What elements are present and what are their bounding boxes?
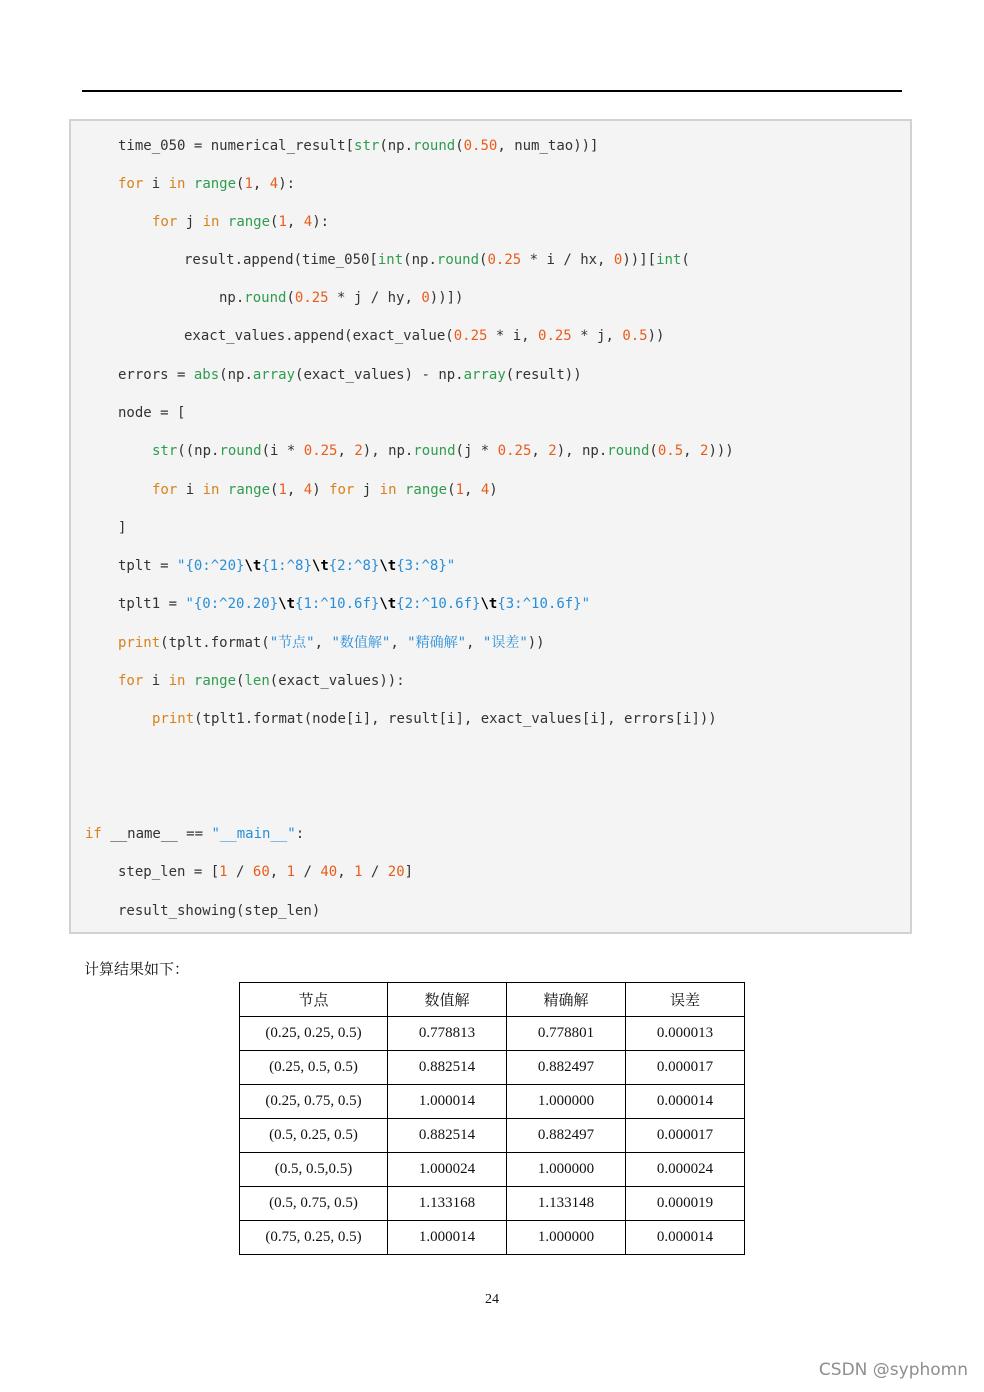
cell-node: (0.25, 0.75, 0.5) [240, 1085, 388, 1119]
table-row [240, 1153, 745, 1187]
code-line: errors = abs(np.array(exact_values) - np.array(result)) [118, 367, 582, 383]
table-caption: 计算结果如下： [84, 960, 190, 978]
cell-numerical: 1.000014 [388, 1085, 507, 1119]
table-row [240, 1051, 745, 1085]
cell-numerical: 1.133168 [388, 1187, 507, 1221]
cell-node: (0.25, 0.5, 0.5) [240, 1051, 388, 1085]
code-line: time_050 = numerical_result[str(np.round(0.50, num_tao))] [118, 138, 599, 154]
table-row [240, 1119, 745, 1153]
cell-node: (0.5, 0.75, 0.5) [240, 1187, 388, 1221]
header-rule [82, 90, 902, 92]
code-line: for j in range(1, 4): [152, 214, 330, 230]
code-line: for i in range(len(exact_values)): [118, 673, 405, 689]
cell-exact: 0.882497 [507, 1051, 626, 1085]
code-line: tplt1 = "{0:^20.20}\t{1:^10.6f}\t{2:^10.6f}\t{3:^10.6f}" [118, 596, 591, 612]
cell-node: (0.75, 0.25, 0.5) [240, 1221, 388, 1255]
code-line: if __name__ == "__main__": [85, 826, 305, 842]
header-error: 误差 [626, 983, 745, 1017]
cell-numerical: 1.000014 [388, 1221, 507, 1255]
cell-error: 0.000013 [626, 1017, 745, 1051]
cell-numerical: 0.882514 [388, 1051, 507, 1085]
cell-error: 0.000017 [626, 1119, 745, 1153]
cell-error: 0.000014 [626, 1085, 745, 1119]
cell-exact: 0.882497 [507, 1119, 626, 1153]
cell-numerical: 1.000024 [388, 1153, 507, 1187]
table-row [240, 1017, 745, 1051]
code-line: for i in range(1, 4): [118, 176, 296, 192]
cell-node: (0.5, 0.25, 0.5) [240, 1119, 388, 1153]
code-line: print(tplt.format("节点", "数值解", "精确解", "误差")) [118, 635, 545, 651]
code-line: print(tplt1.format(node[i], result[i], exact_values[i], errors[i])) [152, 711, 717, 727]
cell-error: 0.000017 [626, 1051, 745, 1085]
cell-exact: 1.000000 [507, 1221, 626, 1255]
table-row [240, 1221, 745, 1255]
code-line: ] [118, 520, 127, 536]
cell-exact: 0.778801 [507, 1017, 626, 1051]
code-line: result.append(time_050[int(np.round(0.25 * i / hx, 0))][int( [184, 252, 690, 268]
cell-node: (0.25, 0.25, 0.5) [240, 1017, 388, 1051]
code-line: np.round(0.25 * j / hy, 0))]) [219, 290, 464, 306]
header-node: 节点 [240, 983, 388, 1017]
results-table [239, 982, 745, 1255]
page-number: 24 [485, 1292, 499, 1307]
cell-numerical: 0.882514 [388, 1119, 507, 1153]
code-line: step_len = [1 / 60, 1 / 40, 1 / 20] [118, 864, 414, 880]
header-exact: 精确解 [507, 983, 626, 1017]
code-line: tplt = "{0:^20}\t{1:^8}\t{2:^8}\t{3:^8}" [118, 558, 456, 574]
code-line: result_showing(step_len) [118, 903, 321, 919]
table-row [240, 1187, 745, 1221]
header-numerical: 数值解 [388, 983, 507, 1017]
code-line: node = [ [118, 405, 186, 421]
cell-node: (0.5, 0.5,0.5) [240, 1153, 388, 1187]
cell-exact: 1.133148 [507, 1187, 626, 1221]
table-header-row [240, 983, 745, 1017]
table-row [240, 1085, 745, 1119]
cell-numerical: 0.778813 [388, 1017, 507, 1051]
code-block [69, 119, 912, 934]
cell-error: 0.000024 [626, 1153, 745, 1187]
code-line: for i in range(1, 4) for j in range(1, 4) [152, 482, 498, 498]
watermark: CSDN @syphomn [818, 1360, 968, 1380]
cell-exact: 1.000000 [507, 1153, 626, 1187]
cell-exact: 1.000000 [507, 1085, 626, 1119]
cell-error: 0.000019 [626, 1187, 745, 1221]
code-line: str((np.round(i * 0.25, 2), np.round(j * 0.25, 2), np.round(0.5, 2))) [152, 443, 734, 459]
cell-error: 0.000014 [626, 1221, 745, 1255]
code-line: exact_values.append(exact_value(0.25 * i, 0.25 * j, 0.5)) [184, 328, 665, 344]
